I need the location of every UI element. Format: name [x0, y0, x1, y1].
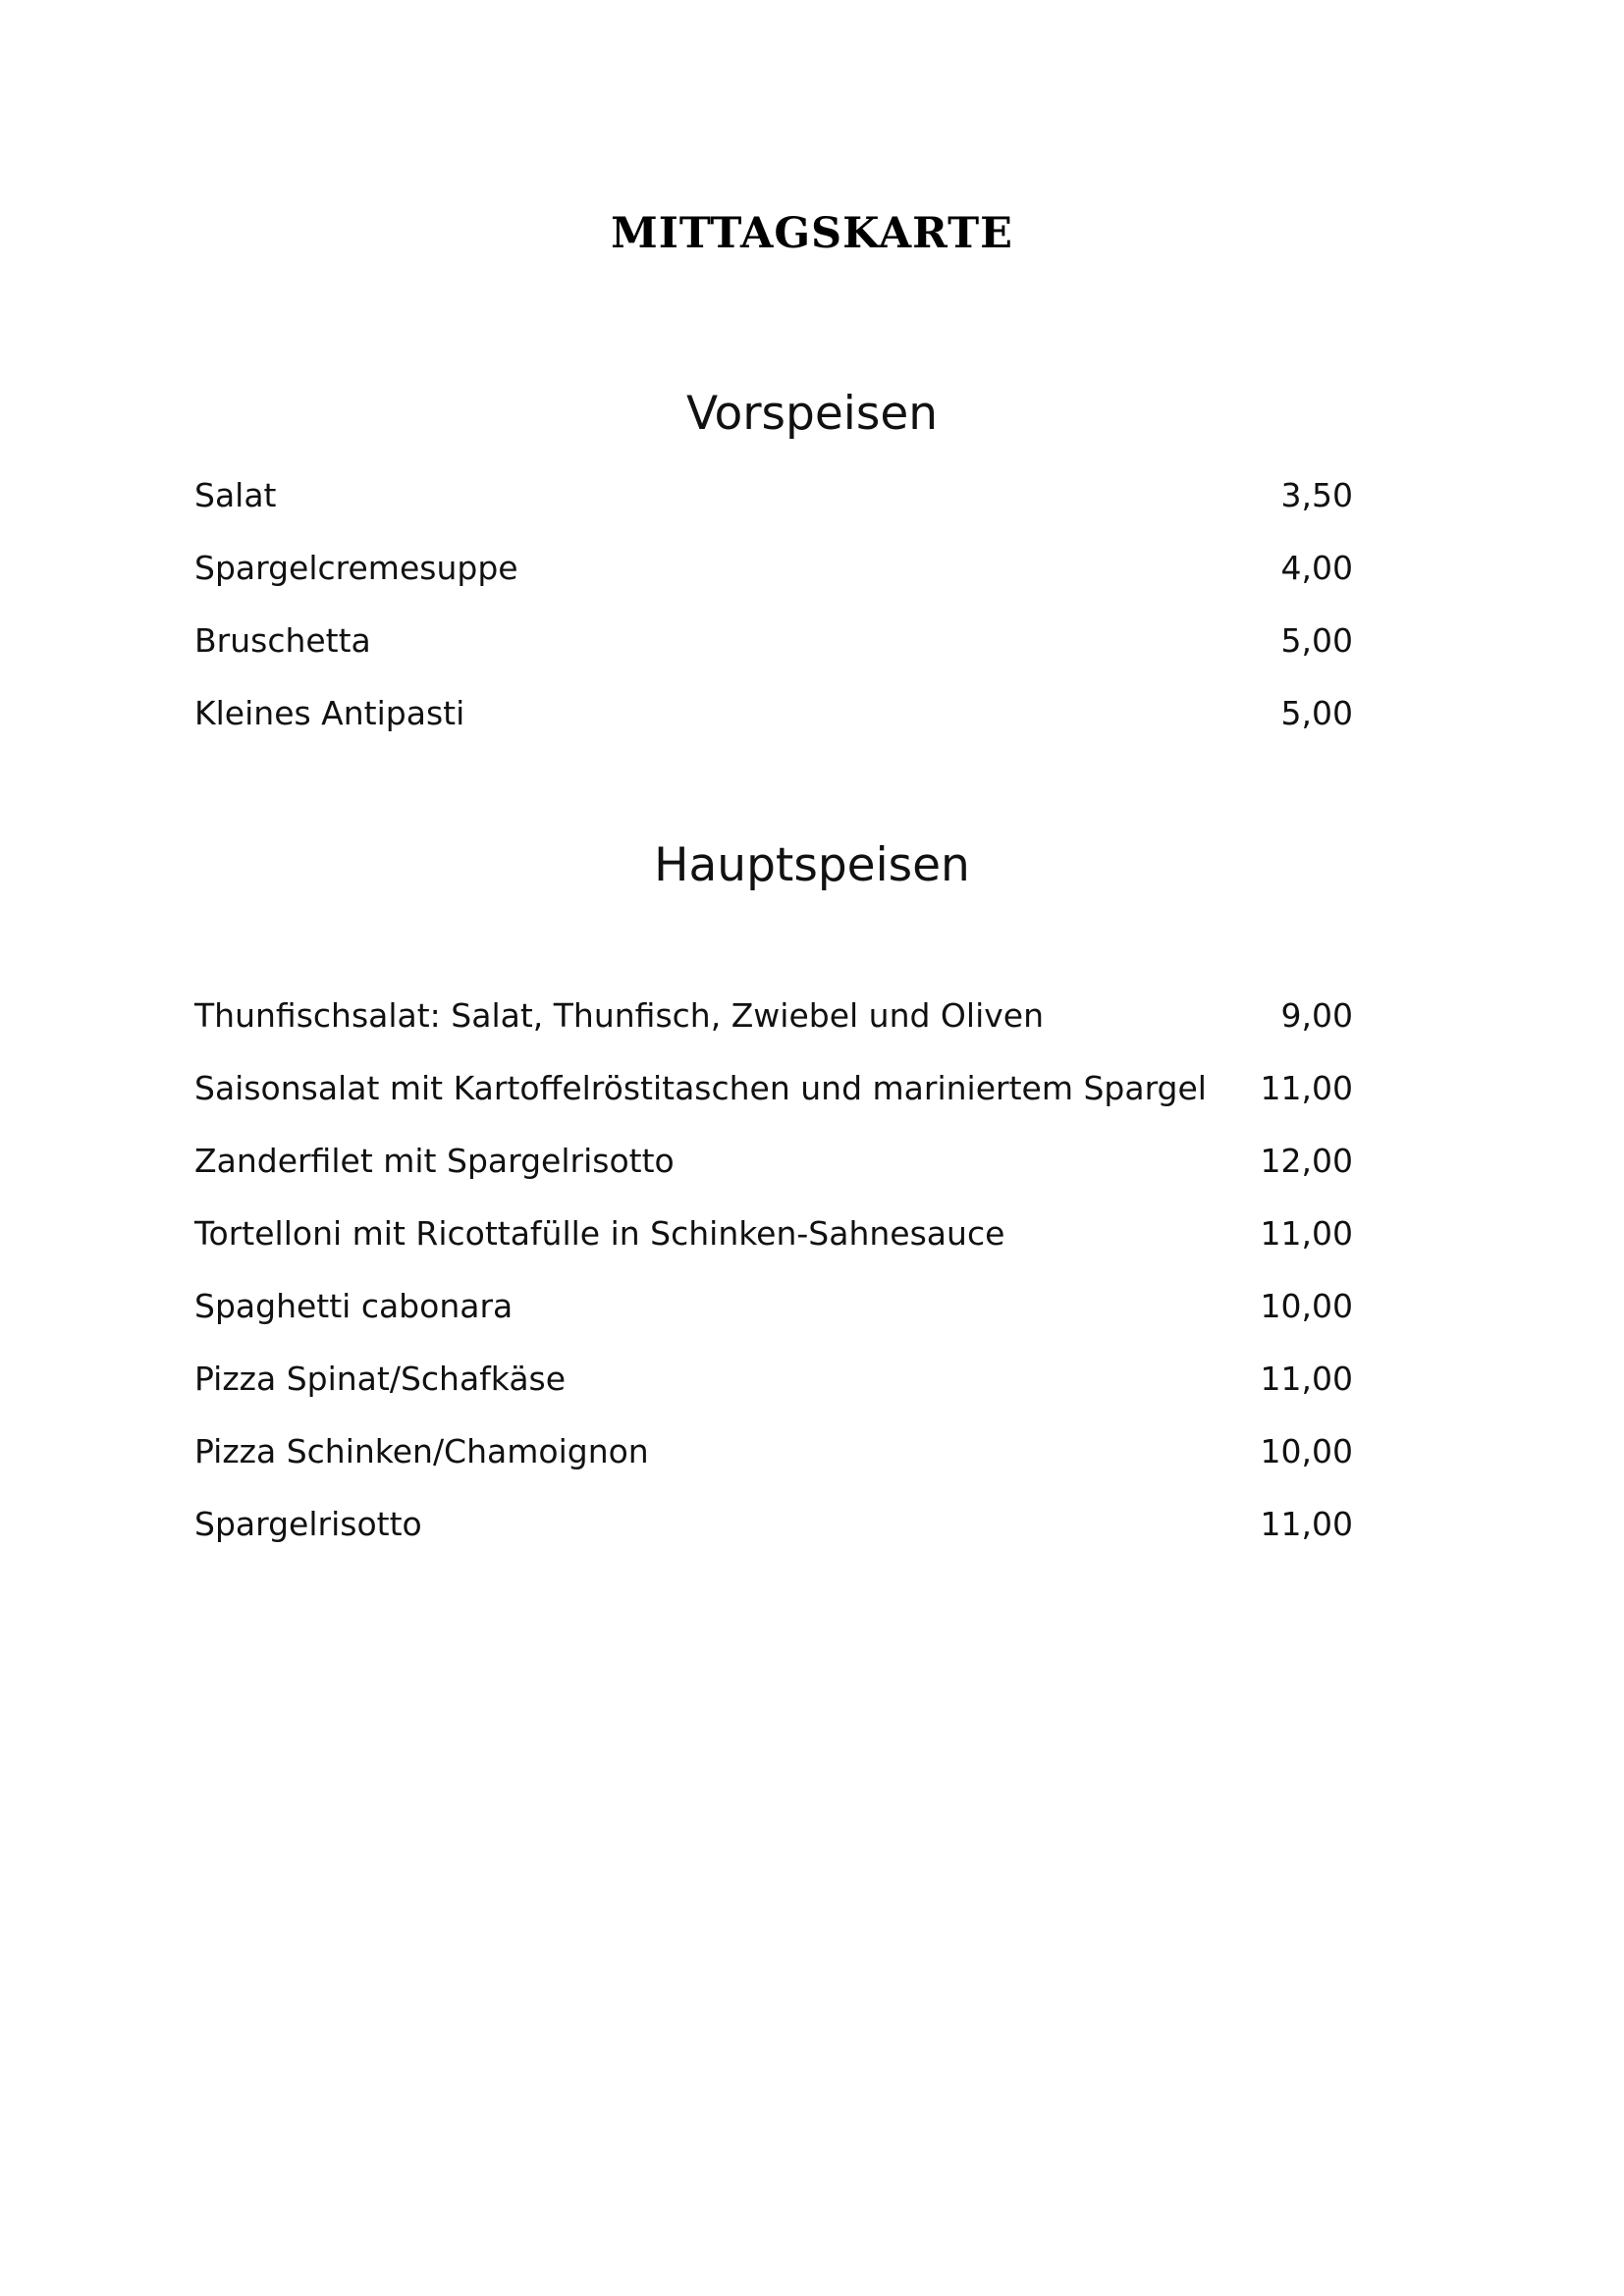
item-price: 10,00 — [1260, 1287, 1353, 1325]
menu-item — [194, 1125, 1353, 1198]
item-price: 3,50 — [1280, 476, 1353, 514]
menu-item — [194, 980, 1353, 1052]
item-name: Zanderfilet mit Spargelrisotto — [194, 1142, 675, 1180]
menu-item — [194, 1488, 1353, 1561]
item-price: 10,00 — [1260, 1432, 1353, 1470]
menu-item — [194, 1415, 1353, 1488]
item-price: 9,00 — [1280, 996, 1353, 1035]
item-price: 12,00 — [1260, 1142, 1353, 1180]
menu-item — [194, 677, 1353, 750]
item-price: 5,00 — [1280, 621, 1353, 660]
item-name: Pizza Spinat/Schafkäse — [194, 1360, 567, 1398]
hauptspeisen-list — [194, 980, 1353, 1561]
item-name: Saisonsalat mit Kartoffelröstitaschen und mariniertem Spargel — [194, 1069, 1207, 1107]
item-name: Kleines Antipasti — [194, 694, 465, 732]
item-name: Spargelrisotto — [194, 1505, 422, 1543]
menu-item — [194, 1052, 1353, 1125]
menu-item — [194, 1270, 1353, 1343]
item-price: 11,00 — [1260, 1360, 1353, 1398]
item-price: 5,00 — [1280, 694, 1353, 732]
section-heading-hauptspeisen: Hauptspeisen — [654, 838, 970, 892]
menu-item — [194, 532, 1353, 605]
item-price: 11,00 — [1260, 1505, 1353, 1543]
menu-item — [194, 1343, 1353, 1415]
item-name: Bruschetta — [194, 621, 371, 660]
item-name: Thunfischsalat: Salat, Thunfisch, Zwiebel und Oliven — [194, 996, 1044, 1035]
menu-item — [194, 459, 1353, 532]
menu-item — [194, 1198, 1353, 1270]
menu-item — [194, 605, 1353, 677]
item-name: Spaghetti cabonara — [194, 1287, 514, 1325]
item-price: 11,00 — [1260, 1214, 1353, 1253]
item-name: Salat — [194, 476, 277, 514]
item-name: Pizza Schinken/Chamoignon — [194, 1432, 649, 1470]
item-price: 11,00 — [1260, 1069, 1353, 1107]
vorspeisen-list — [194, 459, 1353, 750]
item-price: 4,00 — [1280, 549, 1353, 587]
item-name: Spargelcremesuppe — [194, 549, 518, 587]
section-heading-vorspeisen: Vorspeisen — [685, 387, 939, 441]
item-name: Tortelloni mit Ricottafülle in Schinken-Sahnesauce — [194, 1214, 1005, 1253]
menu-title: MITTAGSKARTE — [611, 209, 1013, 258]
